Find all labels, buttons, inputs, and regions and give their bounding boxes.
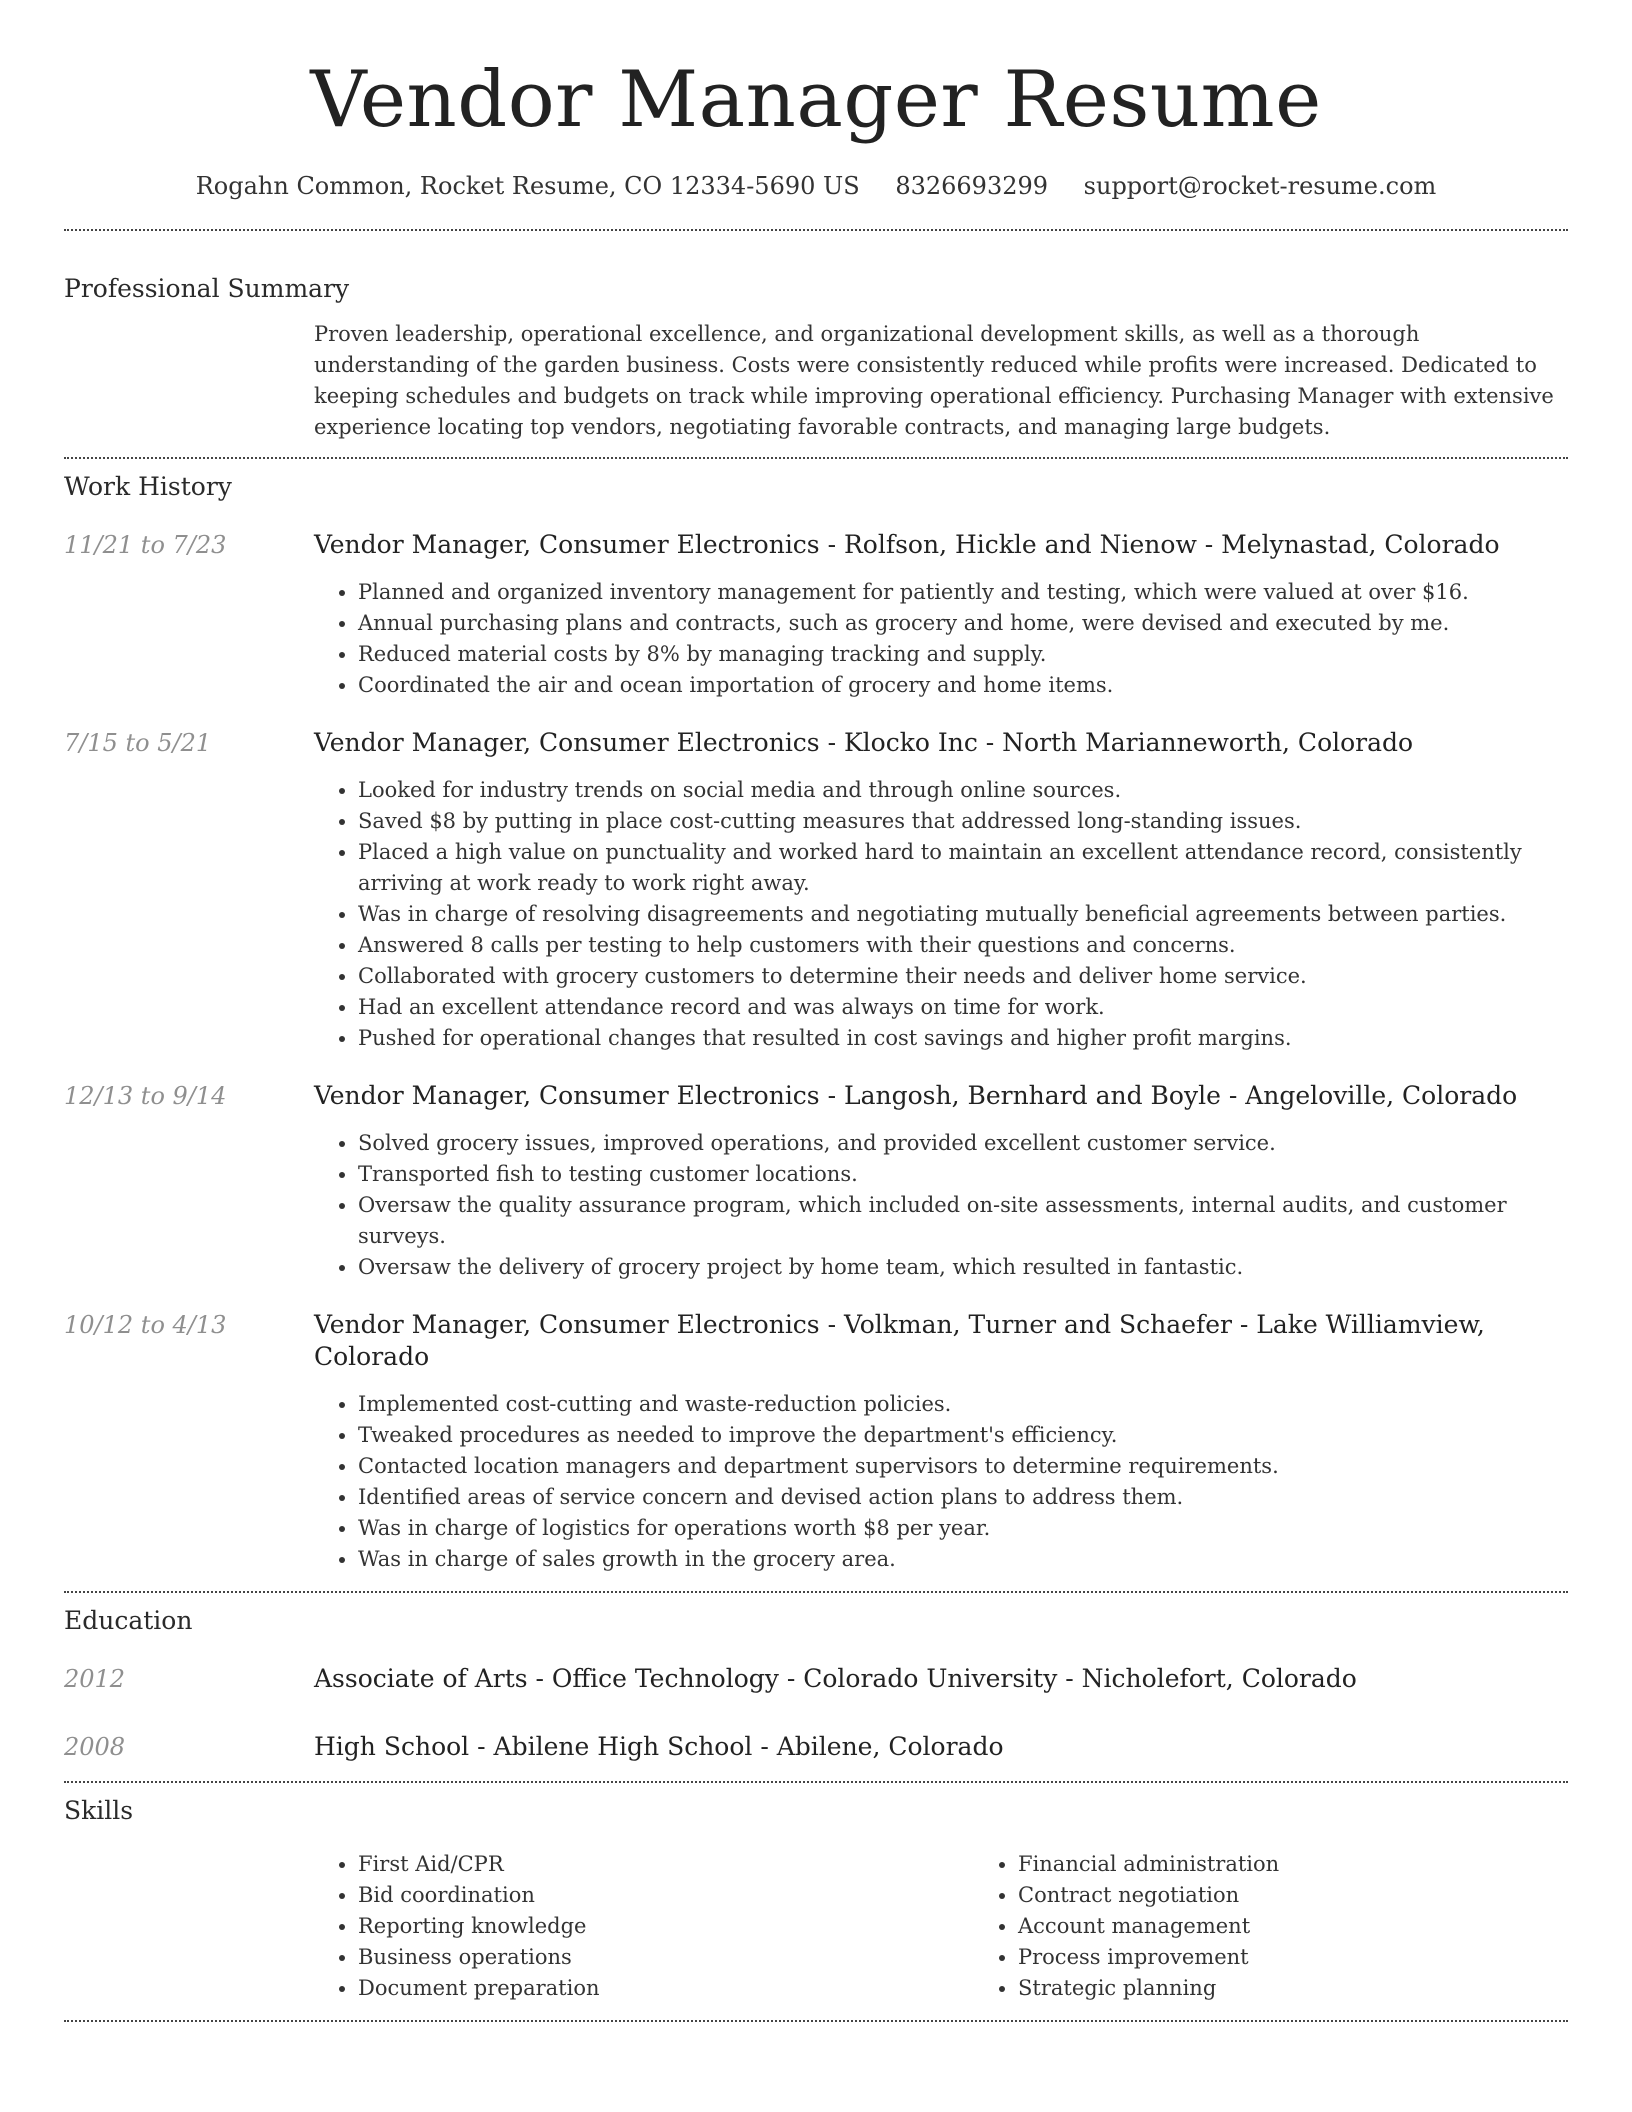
list-item: • Reduced material costs by 8% by managing tracking and supply. <box>358 639 1568 670</box>
section-title-education: Education <box>64 1606 193 1635</box>
job-entry <box>64 1080 1568 1283</box>
list-item: • Solved grocery issues, improved operations, and provided excellent customer service. <box>358 1128 1568 1159</box>
list-item: • Transported fish to testing customer locations. <box>358 1159 1568 1190</box>
section-title-work: Work History <box>64 472 232 501</box>
skills-list-right <box>974 1849 1632 2004</box>
education-entry <box>64 1731 1568 1763</box>
list-item: • Reporting knowledge <box>358 1911 974 1942</box>
list-item: • Strategic planning <box>1018 1973 1632 2004</box>
list-item: • Oversaw the delivery of grocery project by home team, which resulted in fantastic. <box>358 1252 1568 1283</box>
list-item: • Saved $8 by putting in place cost-cutting measures that addressed long-standing issues. <box>358 806 1568 837</box>
education-degree: High School <box>314 1732 470 1761</box>
job-dates: 11/21 to 7/23 <box>64 531 227 559</box>
job-heading: Vendor Manager, Consumer Electronics - Volkman, Turner and Schaefer - Lake Williamview, Colorado <box>314 1310 1485 1371</box>
job-bullets <box>314 1128 1568 1283</box>
section-title-skills: Skills <box>64 1796 134 1825</box>
job-dates: 12/13 to 9/14 <box>64 1082 227 1110</box>
list-item: • Contract negotiation <box>1018 1880 1632 1911</box>
address: Rogahn Common, Rocket Resume, CO 12334-5690 US <box>195 172 860 200</box>
skills-row <box>64 1849 1568 2004</box>
list-item: • Process improvement <box>1018 1942 1632 1973</box>
skills-list-left <box>314 1849 974 2004</box>
list-item: • Implemented cost-cutting and waste-reduction policies. <box>358 1389 1568 1420</box>
email: support@rocket-resume.com <box>1083 172 1437 200</box>
list-item: • Document preparation <box>358 1973 974 2004</box>
list-item: • Had an excellent attendance record and was always on time for work. <box>358 992 1568 1023</box>
contact-line <box>64 170 1568 202</box>
job-bullets <box>314 775 1568 1054</box>
list-item: • Business operations <box>358 1942 974 1973</box>
job-bullets <box>314 577 1568 701</box>
education-entry <box>64 1663 1568 1695</box>
section-title-summary: Professional Summary <box>64 274 350 303</box>
job-heading: Vendor Manager, Consumer Electronics - Rolfson, Hickle and Nienow - Melynastad, Colorado <box>314 530 1500 559</box>
job-bullets <box>314 1389 1568 1575</box>
job-heading: Vendor Manager, Consumer Electronics - Langosh, Bernhard and Boyle - Angeloville, Colorado <box>314 1081 1518 1110</box>
list-item: • Oversaw the quality assurance program, which included on-site assessments, internal audits, and customer surveys. <box>358 1190 1568 1252</box>
job-entry <box>64 529 1568 701</box>
list-item: • Identified areas of service concern and devised action plans to address them. <box>358 1482 1568 1513</box>
job-dates: 7/15 to 5/21 <box>64 729 212 757</box>
education-school: - Colorado University - Nicholefort, Colorado <box>778 1664 1357 1693</box>
list-item: • Placed a high value on punctuality and worked hard to maintain an excellent attendance record, consistently arriving at work ready to work right away. <box>358 837 1568 899</box>
job-dates: 10/12 to 4/13 <box>64 1311 227 1339</box>
list-item: • Collaborated with grocery customers to determine their needs and deliver home service. <box>358 961 1568 992</box>
phone: 8326693299 <box>895 172 1049 200</box>
list-item: • Was in charge of sales growth in the grocery area. <box>358 1544 1568 1575</box>
education-year: 2008 <box>64 1733 126 1761</box>
resume-title: Vendor Manager Resume <box>310 55 1322 145</box>
list-item: • Was in charge of resolving disagreements and negotiating mutually beneficial agreements between parties. <box>358 899 1568 930</box>
education-degree: Associate of Arts - Office Technology <box>314 1664 779 1693</box>
education-school: - Abilene High School - Abilene, Colorado <box>469 1732 1004 1761</box>
list-item: • Annual purchasing plans and contracts, such as grocery and home, were devised and executed by me. <box>358 608 1568 639</box>
list-item: • First Aid/CPR <box>358 1849 974 1880</box>
job-heading: Vendor Manager, Consumer Electronics - Klocko Inc - North Marianneworth, Colorado <box>314 728 1414 757</box>
summary-text: Proven leadership, operational excellence, and organizational development skills, as well as a thorough understanding of the garden business. Costs were consistently reduced while profits were increased. Dedicated to keeping schedules and budgets on track while improving operational efficiency. Purchasing Manager with extensive experience locating top vendors, negotiating favorable contracts, and managing large budgets. <box>314 322 1554 439</box>
education-year: 2012 <box>64 1665 126 1693</box>
job-entry <box>64 1309 1568 1575</box>
list-item: • Planned and organized inventory management for patiently and testing, which were valued at over $16. <box>358 577 1568 608</box>
list-item: • Coordinated the air and ocean importation of grocery and home items. <box>358 670 1568 701</box>
summary-row <box>64 319 1568 443</box>
list-item: • Tweaked procedures as needed to improve the department's efficiency. <box>358 1420 1568 1451</box>
divider <box>64 2020 1568 2022</box>
list-item: • Contacted location managers and department supervisors to determine requirements. <box>358 1451 1568 1482</box>
list-item: • Pushed for operational changes that resulted in cost savings and higher profit margins. <box>358 1023 1568 1054</box>
list-item: • Was in charge of logistics for operations worth $8 per year. <box>358 1513 1568 1544</box>
list-item: • Account management <box>1018 1911 1632 1942</box>
job-entry <box>64 727 1568 1054</box>
list-item: • Financial administration <box>1018 1849 1632 1880</box>
resume-page <box>64 0 1568 2022</box>
list-item: • Looked for industry trends on social media and through online sources. <box>358 775 1568 806</box>
list-item: • Answered 8 calls per testing to help customers with their questions and concerns. <box>358 930 1568 961</box>
list-item: • Bid coordination <box>358 1880 974 1911</box>
